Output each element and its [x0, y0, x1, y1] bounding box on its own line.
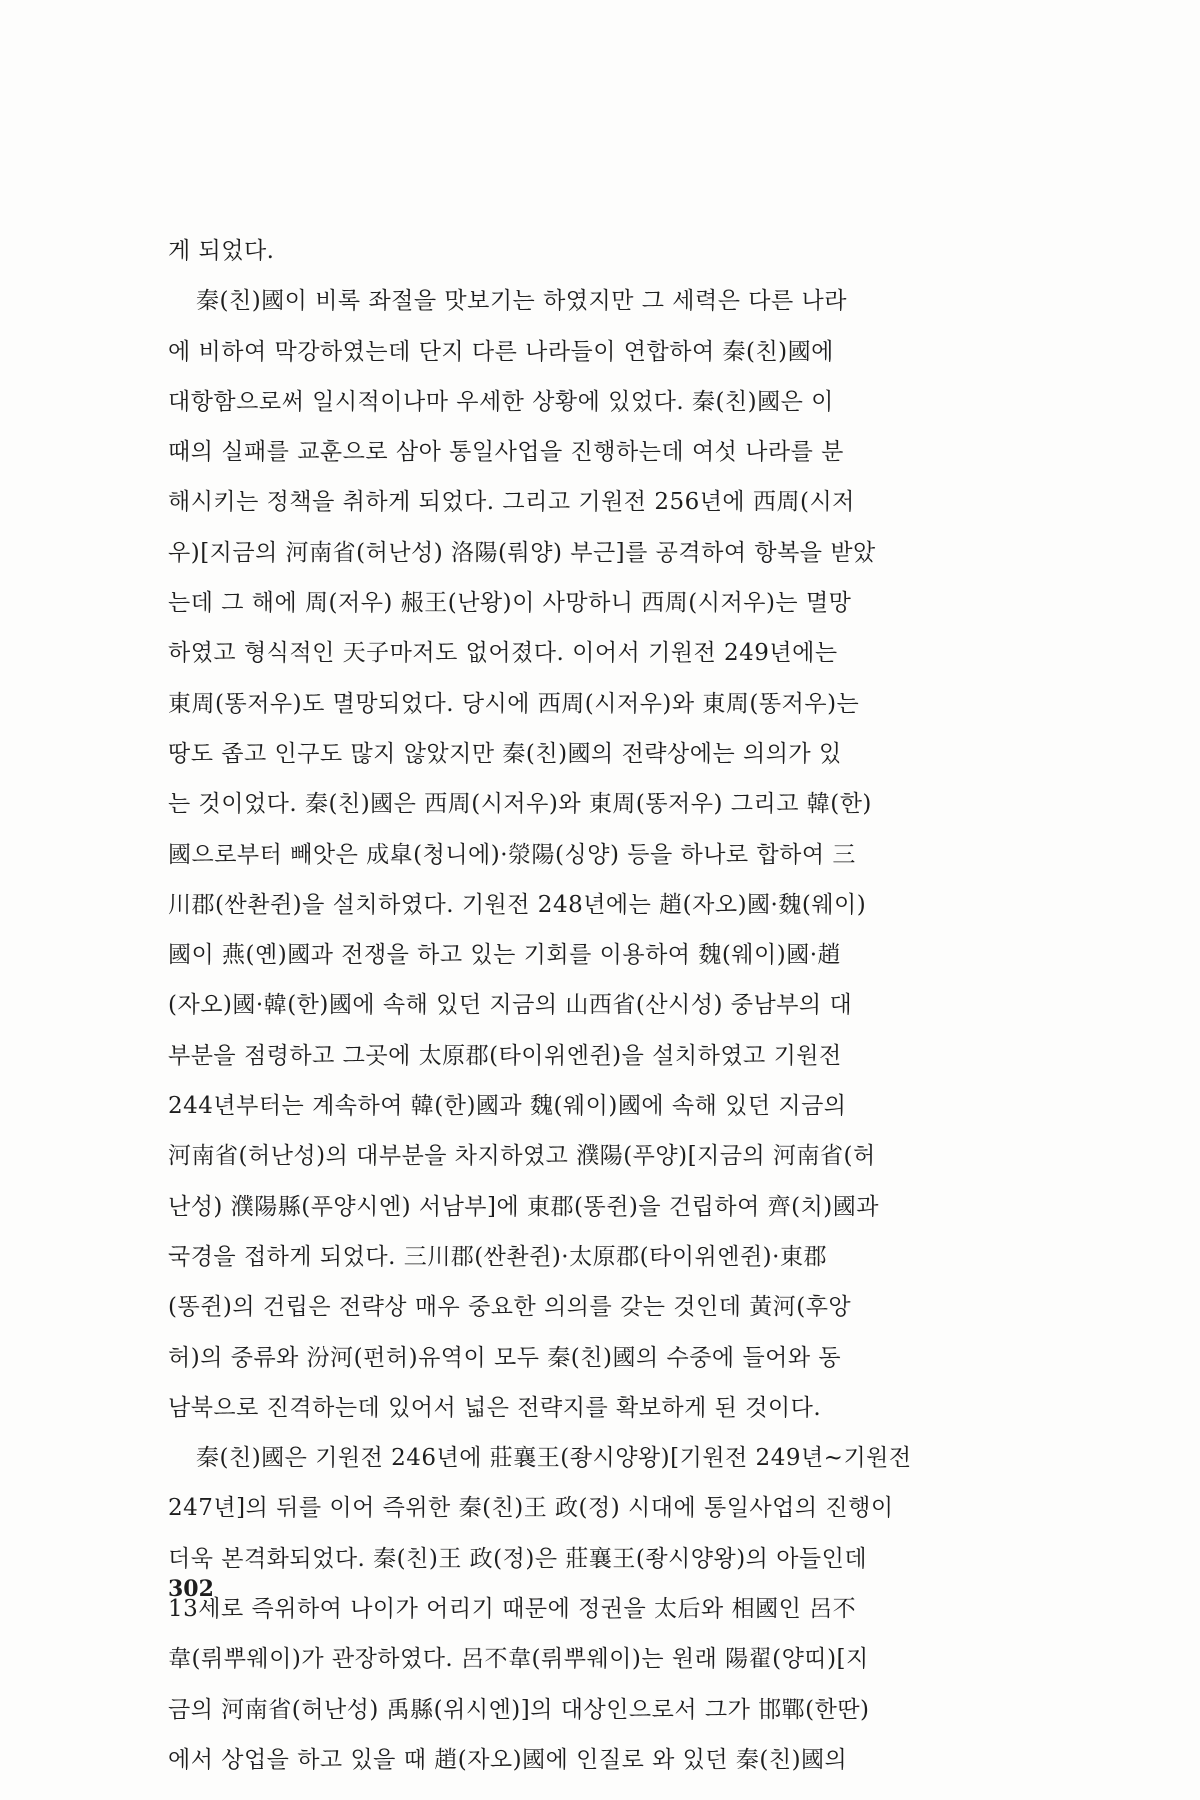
text-line: 川郡(싼촨쥔)을 설치하였다. 기원전 248년에는 趙(자오)國·魏(웨이)	[168, 891, 867, 918]
text-line: 244년부터는 계속하여 韓(한)國과 魏(웨이)國에 속해 있던 지금의	[168, 1093, 847, 1120]
text-line: 우)[지금의 河南省(허난성) 洛陽(뤄양) 부근]를 공격하여 항복을 받았	[168, 539, 876, 566]
text-line: 國이 燕(옌)國과 전쟁을 하고 있는 기회를 이용하여 魏(웨이)國·趙	[168, 942, 842, 969]
text-line: 東周(똥저우)도 멸망되었다. 당시에 西周(시저우)와 東周(똥저우)는	[168, 690, 860, 717]
text-line: 에 비하여 막강하였는데 단지 다른 나라들이 연합하여 秦(친)國에	[168, 338, 834, 365]
text-line: (똥쥔)의 건립은 전략상 매우 중요한 의의를 갖는 것인데 黃河(후앙	[168, 1294, 852, 1321]
text-line: 247년]의 뒤를 이어 즉위한 秦(친)王 政(정) 시대에 통일사업의 진행이	[168, 1495, 894, 1522]
text-line: 더욱 본격화되었다. 秦(친)王 政(정)은 莊襄王(좡시양왕)의 아들인데	[168, 1545, 868, 1572]
text-line: 국경을 접하게 되었다. 三川郡(싼촨쥔)·太原郡(타이위엔쥔)·東郡	[168, 1243, 827, 1270]
text-line: 해시키는 정책을 취하게 되었다. 그리고 기원전 256년에 西周(시저	[168, 489, 855, 516]
text-line: 13세로 즉위하여 나이가 어리기 때문에 정권을 太后와 相國인 呂不	[168, 1596, 857, 1623]
body-text	[168, 226, 1008, 1785]
text-line: 금의 河南省(허난성) 禹縣(위시엔)]의 대상인으로서 그가 邯鄲(한딴)	[168, 1696, 870, 1723]
text-line: 하였고 형식적인 天子마저도 없어졌다. 이어서 기원전 249년에는	[168, 640, 838, 667]
text-line: 난성) 濮陽縣(푸양시엔) 서남부]에 東郡(똥쥔)을 건립하여 齊(치)國과	[168, 1193, 879, 1220]
text-line: 남북으로 진격하는데 있어서 넓은 전략지를 확보하게 된 것이다.	[168, 1394, 822, 1421]
text-line: 허)의 중류와 汾河(펀허)유역이 모두 秦(친)國의 수중에 들어와 동	[168, 1344, 842, 1371]
text-line: 부분을 점령하고 그곳에 太原郡(타이위엔쥔)을 설치하였고 기원전	[168, 1042, 842, 1069]
text-line: 國으로부터 빼앗은 成皐(청니에)·滎陽(싱양) 등을 하나로 합하여 三	[168, 841, 856, 868]
text-line: 河南省(허난성)의 대부분을 차지하였고 濮陽(푸양)[지금의 河南省(허	[168, 1143, 876, 1170]
text-line: 땅도 좁고 인구도 많지 않았지만 秦(친)國의 전략상에는 의의가 있	[168, 740, 842, 767]
text-line: 때의 실패를 교훈으로 삼아 통일사업을 진행하는데 여섯 나라를 분	[168, 439, 844, 466]
text-line: 秦(친)國이 비록 좌절을 맛보기는 하였지만 그 세력은 다른 나라	[196, 288, 847, 315]
text-line: 게 되었다.	[168, 238, 275, 264]
text-line: 대항함으로써 일시적이나마 우세한 상황에 있었다. 秦(친)國은 이	[168, 388, 834, 415]
text-line: 에서 상업을 하고 있을 때 趙(자오)國에 인질로 와 있던 秦(친)國의	[168, 1746, 848, 1773]
text-line: 韋(뤼뿌웨이)가 관장하였다. 呂不韋(뤼뿌웨이)는 원래 陽翟(양띠)[지	[168, 1646, 869, 1673]
text-line: 는 것이었다. 秦(친)國은 西周(시저우)와 東周(똥저우) 그리고 韓(한)	[168, 791, 872, 818]
text-line: 는데 그 해에 周(저우) 赧王(난왕)이 사망하니 西周(시저우)는 멸망	[168, 590, 852, 617]
text-line: (자오)國·韓(한)國에 속해 있던 지금의 山西省(산시성) 중남부의 대	[168, 992, 853, 1019]
text-line: 秦(친)國은 기원전 246년에 莊襄王(좡시양왕)[기원전 249년~기원전	[196, 1445, 912, 1472]
page-number: 302	[168, 1576, 214, 1602]
